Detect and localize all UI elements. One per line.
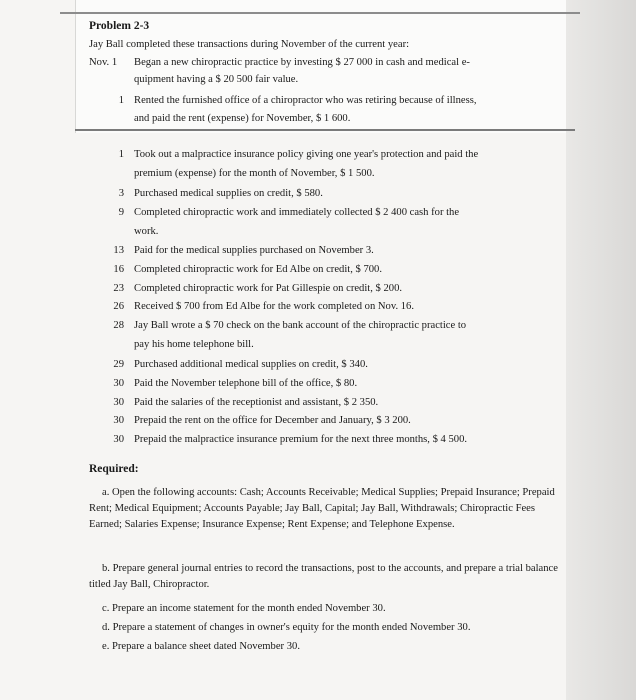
transaction-line: Prepaid the malpractice insurance premium for the next three months, $ 4 500.: [134, 434, 468, 445]
transaction-line: Took out a malpractice insurance policy giving one year's protection and paid the: [134, 149, 479, 160]
transaction-date: 13: [113, 245, 124, 256]
transaction-line: Paid the November telephone bill of the office, $ 80.: [134, 378, 358, 389]
page-shadow-edge: [566, 0, 636, 700]
transaction-date: 30: [113, 378, 124, 389]
transaction-line: Completed chiropractic work for Pat Gillespie on credit, $ 200.: [134, 283, 403, 294]
transaction-date: 23: [113, 283, 124, 294]
required-label: d.: [102, 622, 110, 633]
transaction-line: Rented the furnished office of a chiropractor who was retiring because of illness,: [134, 95, 477, 106]
required-text: Prepare a statement of changes in owner's equity for the month ended November 30.: [112, 622, 471, 633]
transaction-date: 28: [113, 320, 124, 331]
transaction-line: Jay Ball wrote a $ 70 check on the bank account of the chiropractic practice to: [134, 320, 467, 331]
transaction-line: Prepaid the rent on the office for December and January, $ 3 200.: [134, 415, 411, 426]
required-item-c: [102, 602, 386, 616]
transaction-line: quipment having a $ 20 500 fair value.: [134, 74, 299, 85]
transaction-date: 26: [113, 301, 124, 312]
transaction-date: 16: [113, 264, 124, 275]
transaction-line: Paid the salaries of the receptionist and assistant, $ 2 350.: [134, 397, 379, 408]
transaction-date: 9: [118, 207, 124, 218]
transaction-date: 1: [118, 95, 124, 106]
required-text: Prepare a balance sheet dated November 30.: [112, 641, 300, 652]
transaction-date: 30: [113, 397, 124, 408]
transaction-line: Began a new chiropractic practice by investing $ 27 000 in cash and medical e-: [134, 57, 470, 68]
transaction-line: Purchased medical supplies on credit, $ 580.: [134, 188, 323, 199]
transaction-date: Nov. 1: [89, 57, 118, 68]
transaction-date: 1: [118, 149, 124, 160]
required-item-d: [102, 621, 470, 635]
transaction-date: 30: [113, 434, 124, 445]
required-item-b: [89, 561, 567, 593]
page-break-rule: [75, 129, 575, 131]
top-rule: [60, 12, 580, 14]
required-text: Open the following accounts: Cash; Accounts Receivable; Medical Supplies; Prepaid Insurance; Prepaid Rent; Medical Equipment; Accounts Payable; Jay Ball, Capital; Jay Ball, Withdrawals; Chiropractic Fees Earned; Salaries Expense; Insurance Expense; Rent Expense; and Telephone Expense.: [89, 487, 555, 530]
required-label: b.: [102, 563, 110, 574]
transaction-date: 29: [113, 359, 124, 370]
transaction-line: pay his home telephone bill.: [134, 339, 254, 350]
problem-title: Problem 2-3: [89, 20, 150, 32]
required-label: e.: [102, 641, 110, 652]
transaction-line: Purchased additional medical supplies on credit, $ 340.: [134, 359, 368, 370]
transaction-date: 3: [118, 188, 124, 199]
required-text: Prepare an income statement for the month ended November 30.: [112, 603, 386, 614]
transaction-date: 30: [113, 415, 124, 426]
transaction-line: Completed chiropractic work for Ed Albe on credit, $ 700.: [134, 264, 383, 275]
required-item-a: [89, 485, 567, 533]
required-label: c.: [102, 603, 110, 614]
transaction-line: premium (expense) for the month of November, $ 1 500.: [134, 168, 375, 179]
required-item-e: [102, 640, 300, 654]
required-text: Prepare general journal entries to record the transactions, post to the accounts, and prepare a trial balance titled Jay Ball, Chiropractor.: [89, 563, 558, 590]
required-heading: Required:: [89, 463, 139, 475]
problem-intro: Jay Ball completed these transactions during November of the current year:: [89, 39, 410, 50]
transaction-line: work.: [134, 226, 159, 237]
transaction-line: Paid for the medical supplies purchased on November 3.: [134, 245, 374, 256]
transaction-line: Received $ 700 from Ed Albe for the work completed on Nov. 16.: [134, 301, 414, 312]
transaction-line: Completed chiropractic work and immediately collected $ 2 400 cash for the: [134, 207, 460, 218]
required-label: a.: [102, 487, 110, 498]
transaction-line: and paid the rent (expense) for November, $ 1 600.: [134, 113, 351, 124]
